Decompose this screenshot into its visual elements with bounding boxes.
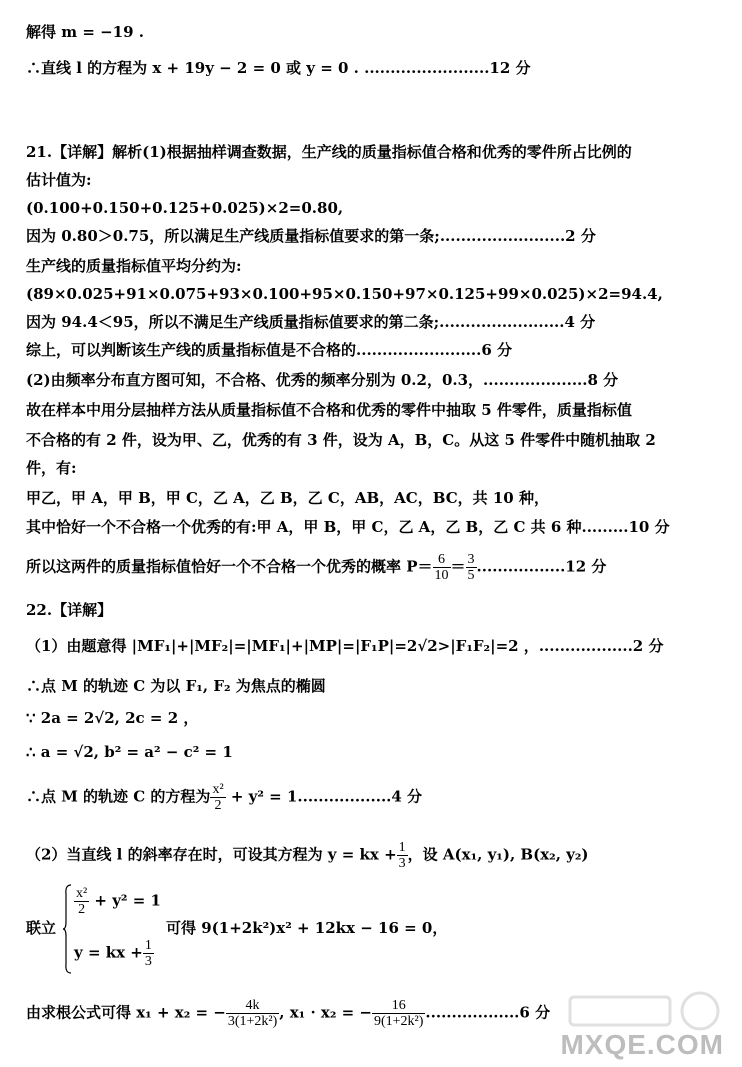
q21-average-title: 生产线的质量指标值平均分约为: bbox=[26, 257, 242, 275]
score-12: ........................12 分 bbox=[364, 59, 531, 77]
one-third-sys bbox=[143, 938, 154, 969]
fraction-denominator: 3 bbox=[398, 856, 406, 871]
fraction-denominator: 10 bbox=[434, 568, 449, 583]
q22-ab-values: ∴ a = √2, b² = a² − c² = 1 bbox=[26, 743, 233, 761]
line-line-equation bbox=[26, 58, 531, 78]
system-eq-2 bbox=[74, 938, 154, 969]
fraction-numerator: 1 bbox=[144, 938, 152, 953]
q21-favorable: 其中恰好一个不合格一个优秀的有:甲 A，甲 B，甲 C，乙 A，乙 B，乙 C 共 6 种.........10 分 bbox=[26, 518, 670, 536]
fraction-denominator: 3 bbox=[144, 954, 152, 969]
fraction-numerator: x² bbox=[76, 886, 88, 901]
fraction-numerator: 6 bbox=[433, 552, 451, 568]
x2-over-2 bbox=[210, 782, 225, 813]
line-solve-m: 解得 m = −19 . bbox=[26, 23, 144, 41]
fraction-denominator: 9(1+2k²) bbox=[373, 1014, 424, 1029]
q22-axes: ∵ 2a = 2√2, 2c = 2 ， bbox=[26, 709, 199, 727]
system-eq-1-tail: + y² = 1 bbox=[89, 891, 161, 910]
fraction-denominator: 5 bbox=[467, 568, 475, 583]
vieta-formulas bbox=[26, 998, 550, 1029]
left-brace-icon bbox=[62, 884, 72, 974]
system-eq-1 bbox=[74, 886, 161, 917]
fraction-numerator: 4k bbox=[226, 998, 279, 1014]
watermark-text: MXQE.COM bbox=[560, 1029, 724, 1060]
fraction-numerator: 1 bbox=[398, 840, 406, 855]
fraction-denominator: 2 bbox=[78, 902, 86, 917]
q21-part2-freq: (2)由频率分布直方图可知，不合格、优秀的频率分别为 0.2，0.3，....................8 分 bbox=[26, 371, 619, 389]
probability-text: 所以这两件的质量指标值恰好一个不合格一个优秀的概率 P＝ bbox=[26, 557, 433, 576]
fraction-denominator: 2 bbox=[214, 798, 222, 813]
ellipse-definition: （1）由题意得 |MF₁|+|MF₂|=|MF₁|+|MP|=|F₁P|=2√2>|F₁F₂|=2 ， bbox=[26, 637, 539, 655]
q21-list-intro: 件，有: bbox=[26, 459, 77, 477]
sum-fraction bbox=[226, 998, 279, 1029]
q21-probability: 所以这两件的质量指标值恰好一个不合格一个优秀的概率 P＝ $\frac{6}{10}$ ＝ $\frac{3}{5}$ .................12 分 bbox=[26, 552, 607, 583]
equation-tail: + y² = 1 bbox=[225, 787, 298, 806]
probability-fraction-2 bbox=[466, 552, 477, 583]
product-fraction bbox=[372, 998, 425, 1029]
score-2-q22: ..................2 分 bbox=[538, 637, 664, 655]
q21-outcomes: 甲乙，甲 A，甲 B，甲 C，乙 A，乙 B，乙 C，AB，AC，BC，共 10 种， bbox=[26, 489, 549, 507]
q22-ellipse-locus: ∴点 M 的轨迹 C 为以 F₁, F₂ 为焦点的椭圆 bbox=[26, 677, 326, 695]
q21-condition-2: 因为 94.4＜95，所以不满足生产线质量指标值要求的第二条;........................4 分 bbox=[26, 313, 596, 331]
q21-estimate: 估计值为: bbox=[26, 171, 92, 189]
q21-conclusion: 综上，可以判断该生产线的质量指标值是不合格的........................6 分 bbox=[26, 341, 512, 359]
system-eq-2-head: y = kx + bbox=[74, 943, 143, 962]
system-label: 联立 bbox=[26, 919, 57, 937]
fraction-numerator: 16 bbox=[372, 998, 425, 1014]
q21-labels: 不合格的有 2 件，设为甲、乙，优秀的有 3 件，设为 A，B，C。从这 5 件零件中随机抽取 2 bbox=[26, 431, 656, 449]
x2-over-2-sys bbox=[74, 886, 89, 917]
fraction-denominator: 3(1+2k²) bbox=[227, 1014, 278, 1029]
q21-condition-1: 因为 0.80＞0.75，所以满足生产线质量指标值要求的第一条;........................2 分 bbox=[26, 227, 596, 245]
q21-calc-1: (0.100+0.150+0.125+0.025)×2=0.80, bbox=[26, 199, 344, 217]
one-third bbox=[397, 840, 408, 871]
fraction-numerator: x² bbox=[212, 782, 224, 797]
vieta-product-label: , x₁ · x₂ = − bbox=[279, 1003, 372, 1022]
line-equation-text: ∴直线 l 的方程为 x + 19y − 2 = 0 或 y = 0 . bbox=[26, 59, 365, 77]
fraction-numerator: 3 bbox=[467, 552, 475, 567]
equation-label: ∴点 M 的轨迹 C 的方程为 bbox=[26, 787, 211, 806]
quadratic-equation: 可得 9(1+2k²)x² + 12kx − 16 = 0， bbox=[166, 919, 448, 937]
q22-part1-def bbox=[26, 636, 663, 656]
score-12-q21: .................12 分 bbox=[476, 557, 607, 576]
q22-ellipse-equation bbox=[26, 782, 422, 813]
q21-calc-2: (89×0.025+91×0.075+93×0.100+95×0.150+97×0.125+99×0.025)×2=94.4, bbox=[26, 285, 663, 303]
points-ab: ，设 A(x₁, y₁), B(x₂, y₂) bbox=[407, 845, 589, 864]
line-assumption: （2）当直线 l 的斜率存在时，可设其方程为 y = kx + bbox=[26, 845, 397, 864]
q21-sampling: 故在样本中用分层抽样方法从质量指标值不合格和优秀的零件中抽取 5 件零件，质量指标值 bbox=[26, 401, 632, 419]
vieta-sum-label: 由求根公式可得 x₁ + x₂ = − bbox=[26, 1003, 226, 1022]
q22-heading: 22.【详解】 bbox=[26, 601, 113, 619]
probability-fraction-1 bbox=[433, 552, 451, 583]
score-4-q22: ..................4 分 bbox=[297, 787, 423, 806]
q22-part2-line bbox=[26, 840, 589, 871]
q21-intro: 21.【详解】解析(1)根据抽样调查数据，生产线的质量指标值合格和优秀的零件所占比例的 bbox=[26, 143, 632, 161]
score-6-q22: ..................6 分 bbox=[425, 1003, 551, 1022]
